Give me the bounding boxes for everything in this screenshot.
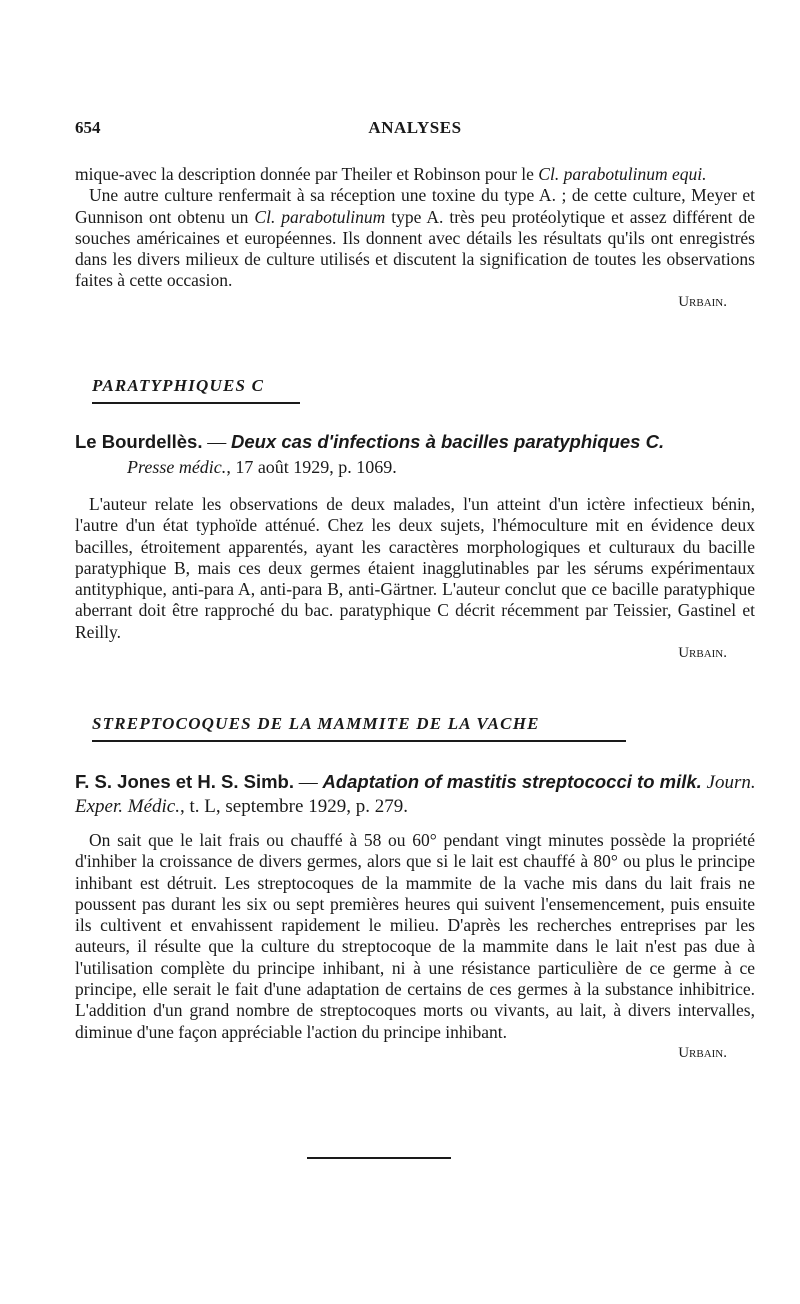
running-head: ANALYSES (368, 118, 462, 137)
citation-title-2: Adaptation of mastitis streptococci to milk. (322, 771, 702, 792)
citation-title: Deux cas d'infections à bacilles paratyphiques C. (230, 431, 665, 452)
section-title-paratyphiques: PARATYPHIQUES C (92, 376, 265, 395)
review-paratyphiques (75, 494, 755, 664)
species-name-2: Cl. parabotulinum (254, 206, 386, 227)
review-signature-1: Urbain. (678, 645, 727, 662)
review-signature-2: Urbain. (678, 1044, 727, 1061)
citation-jones-simb: F. S. Jones et H. S. Simb. — Adaptation of mastitis streptococci to milk. Journ. Exper. Médic., t. L, septembre 1929, p. 279. (75, 771, 756, 817)
intro-paragraph-1: mique-avec la description donnée par Theiler et Robinson pour le Cl. parabotulinum equi. (75, 164, 707, 184)
review-signature: Urbain. (678, 293, 727, 310)
citation-author: Le Bourdellès. (75, 431, 203, 452)
review-streptocoques (75, 830, 755, 1064)
page-header (75, 118, 755, 142)
citation-bourdelles: Le Bourdellès. — Deux cas d'infections à bacilles paratyphiques C. Presse médic., 17 août 1929, p. 1069. (75, 430, 765, 479)
section-rule-2 (92, 740, 626, 742)
intro-paragraph-2: Une autre culture renfermait à sa réception une toxine du type A. ; de cette culture, Meyer et Gunnison ont obtenu un Cl. parabotulinum type A. très peu protéolytique et assez différent de souches américaines et européennes. Ils donnent avec détails les résultats qu'ils ont enregistrés dans les divers milieux de culture utilisés et discutent la signification de toutes les observations faites à cette occasion. (75, 185, 755, 291)
section-title-streptocoques: STREPTOCOQUES DE LA MAMMITE DE LA VACHE (92, 714, 540, 733)
review-body-1: L'auteur relate les observations de deux malades, l'un atteint d'un ictère infectieux bénin, l'autre d'un état typhoïde atténué. Chez les deux sujets, l'hémoculture mit en évidence deux bacilles, étroitement apparentés, ayant les caractères morphologiques et culturaux du bacille paratyphique B, mais ces deux germes étaient inagglutinables par les sérums expérimentaux antityphique, anti-para A, anti-para B, anti-Gärtner. L'auteur conclut que ce bacille paratyphique aberrant doit être rapproché du bac. paratyphique C décrit récemment par Teissier, Gastinel et Reilly. (75, 494, 755, 642)
citation-author-2: F. S. Jones et H. S. Simb. (75, 771, 294, 792)
end-rule (307, 1157, 451, 1159)
page-number: 654 (75, 118, 101, 137)
citation-source: Presse médic., 17 août 1929, p. 1069. (127, 457, 397, 477)
species-name: Cl. parabotulinum equi. (538, 164, 707, 184)
section-rule-1 (92, 402, 300, 404)
review-body-2: On sait que le lait frais ou chauffé à 58 ou 60° pendant vingt minutes possède la propriété d'inhiber la croissance de divers germes, alors que si le lait est chauffé à 80° ou plus le principe inhibant est détruit. Les streptocoques de la mammite de la vache mis dans du lait frais ne poussent pas durant les six ou sept premières heures qui suivent l'ensemencement, puis ensuite ils cultivent et envahissent rapidement le milieu. D'après les recherches entreprises par les auteurs, il résulte que la culture du streptocoque de la mammite dans le lait n'est pas due à l'utilisation complète du principe inhibant, ni à une résistance particulière de ce germe à ce principe, elle serait le fait d'une adaptation de certains de ces germes à la substance inhibitrice. L'addition d'un grand nombre de streptocoques morts ou vivants, au lait, à divers intervalles, diminue d'une façon appréciable l'action du principe inhibant. (75, 830, 755, 1042)
intro-review (75, 164, 755, 313)
